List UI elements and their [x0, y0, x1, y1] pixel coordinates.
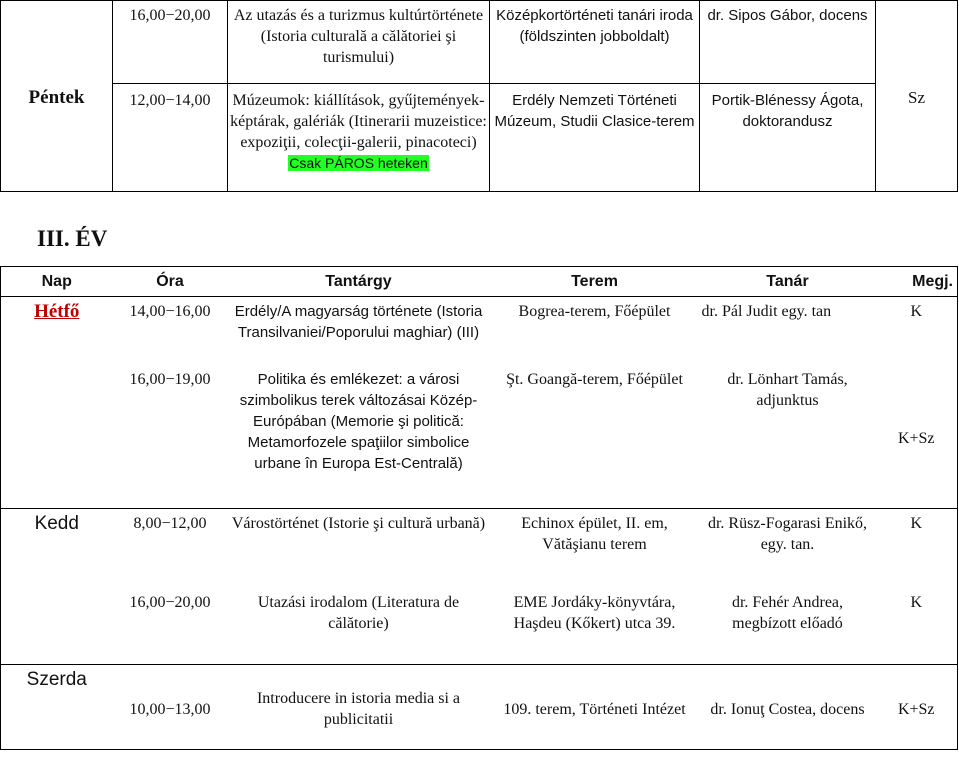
subject-cell: Erdély/A magyarság története (Istoria Transilvaniei/Poporului maghiar) (III): [234, 303, 483, 341]
even-weeks-highlight: Csak PÁROS heteken: [289, 155, 428, 171]
day-cell: [1, 365, 113, 509]
subject-cell: Utazási irodalom (Literatura de călătorie): [228, 588, 490, 665]
time-cell: 16,00−19,00: [113, 365, 228, 509]
header-room: Terem: [490, 267, 700, 297]
room-cell: EME Jordáky-könyvtára, Haşdeu (Kőkert) utca 39.: [490, 588, 700, 665]
header-note: Megj.: [876, 267, 958, 297]
room-cell: Şt. Goangă-terem, Főépület: [490, 365, 700, 509]
table-row: [1, 365, 958, 509]
section-heading: III. ÉV: [37, 226, 108, 251]
subject-cell: [228, 84, 490, 192]
room-cell: 109. terem, Történeti Intézet: [490, 665, 700, 750]
teacher-cell: dr. Rüsz-Fogarasi Enikő, egy. tan.: [707, 515, 868, 553]
header-row: [1, 267, 958, 297]
header-time: Óra: [113, 267, 228, 297]
time-cell: 10,00−13,00: [113, 665, 228, 750]
room-cell: Bogrea-terem, Főépület: [518, 303, 671, 320]
day-cell: Kedd: [34, 513, 79, 534]
header-teacher: Tanár: [700, 267, 876, 297]
day-cell: Szerda: [1, 665, 113, 750]
day-cell: Hétfő: [34, 301, 80, 322]
note-cell: K+Sz: [876, 665, 958, 750]
day-cell: Péntek: [1, 1, 113, 192]
subject-cell: Várostörténet (Istorie şi cultură urbană): [231, 515, 486, 532]
header-subject: Tantárgy: [228, 267, 490, 297]
teacher-cell: dr. Fehér Andrea, megbízott előadó: [700, 588, 876, 665]
room-cell: Echinox épület, II. em, Vătăşianu terem: [521, 515, 668, 553]
time-cell: 16,00−20,00: [113, 588, 228, 665]
table-row: [1, 297, 958, 366]
time-cell: 14,00−16,00: [129, 303, 211, 320]
time-cell: 16,00−20,00: [113, 1, 228, 84]
table-row: [1, 509, 958, 589]
table-row: [1, 588, 958, 665]
teacher-cell: dr. Sipos Gábor, docens: [700, 1, 876, 84]
teacher-cell: dr. Ionuţ Costea, docens: [700, 665, 876, 750]
note-cell: K: [876, 588, 958, 665]
previous-schedule-table: [0, 0, 958, 192]
day-cell: [1, 588, 113, 665]
subject-text: Múzeumok: kiállítások, gyűjtemények-képtárak, galériák (Itinerarii muzeistice: expoziţii, colecţii-galerii, pinacoteci): [230, 92, 487, 151]
schedule-table: [0, 266, 958, 750]
subject-cell: Az utazás és a turizmus kultúrtörténete (Istoria culturală a călătoriei şi turismului): [228, 1, 490, 84]
table-row: [1, 1, 958, 84]
note-cell: K: [910, 303, 923, 320]
table-row: [1, 84, 958, 192]
table-row: [1, 665, 958, 750]
time-cell: 8,00−12,00: [133, 515, 207, 532]
note-cell: K: [910, 515, 923, 532]
subject-cell: Politika és emlékezet: a városi szimbolikus terek változásai Közép-Európában (Memorie şi politică: Metamorfozele spaţiilor simbolice urbane în Europa Est-Centrală): [228, 365, 490, 509]
note-cell: K+Sz: [876, 365, 958, 509]
header-day: Nap: [1, 267, 113, 297]
time-cell: 12,00−14,00: [113, 84, 228, 192]
room-cell: Erdély Nemzeti Történeti Múzeum, Studii Clasice-terem: [490, 84, 700, 192]
teacher-cell: dr. Pál Judit egy. tan: [701, 303, 832, 320]
teacher-cell: dr. Lönhart Tamás, adjunktus: [700, 365, 876, 509]
teacher-cell: Portik-Blénessy Ágota, doktorandusz: [700, 84, 876, 192]
subject-cell: Introducere in istoria media si a publicitatii: [228, 665, 490, 750]
note-cell: Sz: [876, 1, 958, 192]
room-cell: Középkortörténeti tanári iroda (földszinten jobboldalt): [490, 1, 700, 84]
